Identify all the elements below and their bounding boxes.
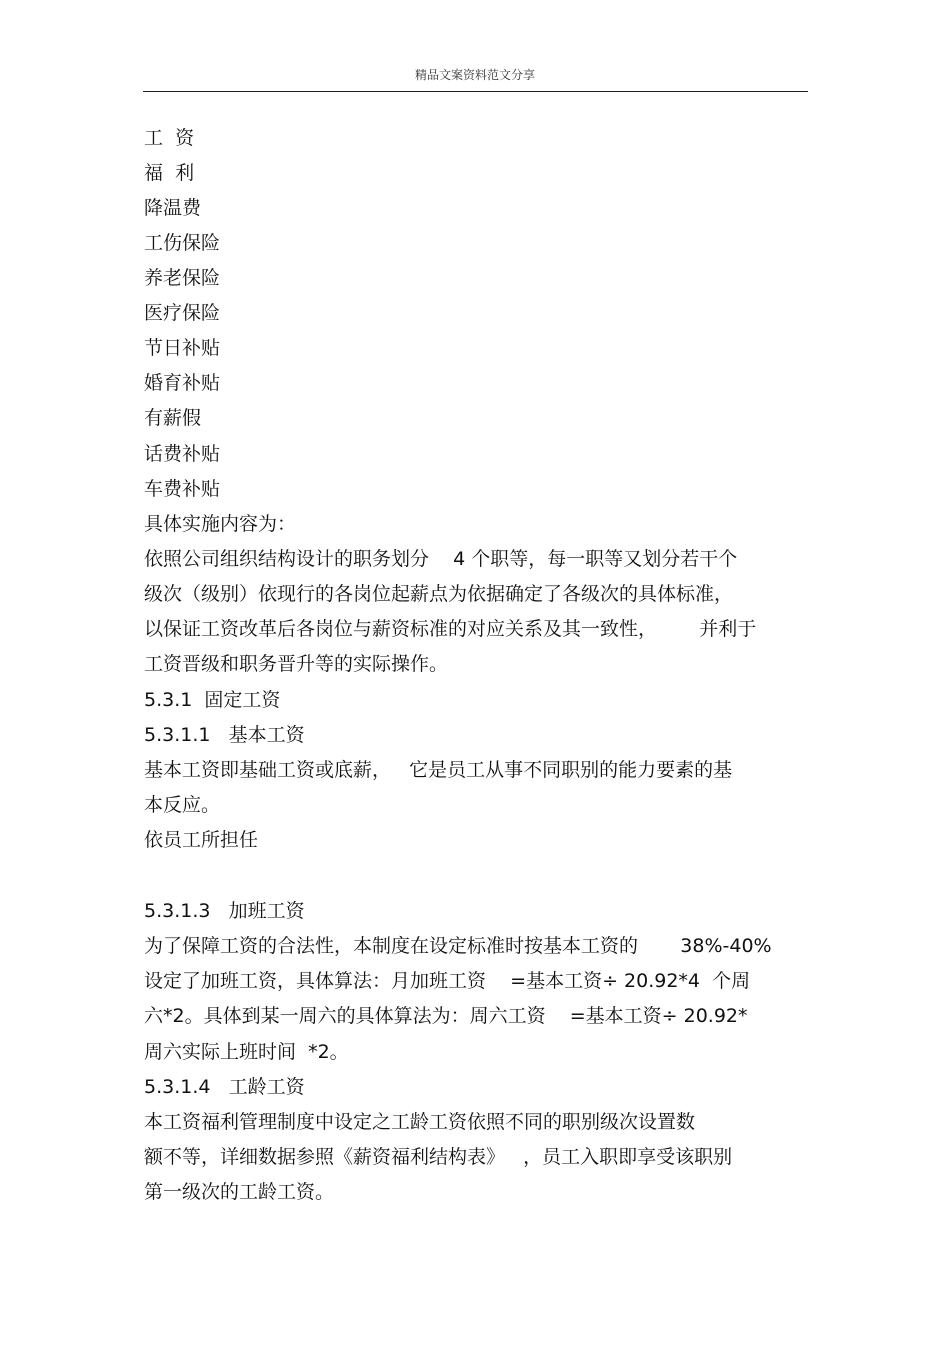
text-line: 话费补贴 (144, 443, 221, 465)
text-line: 周六实际上班时间 *2。 (144, 1041, 349, 1063)
text-line: 工伤保险 (144, 232, 221, 254)
text-line: 有薪假 (144, 407, 202, 429)
text-line: 第一级次的工龄工资。 (144, 1181, 335, 1203)
header-divider (143, 91, 808, 92)
text-line: 级次（级别）依现行的各岗位起薪点为依据确定了各级次的具体标准， (144, 583, 734, 605)
text-line: 以保证工资改革后各岗位与薪资标准的对应关系及其一致性， 并利于 (144, 618, 757, 640)
page-header: 精品文案资料范文分享 (414, 68, 535, 82)
text-line: 本反应。 (144, 794, 221, 816)
text-line: 依照公司组织结构设计的职务划分 4 个职等，每一职等又划分若干个 (144, 548, 738, 570)
text-line: 工资晋级和职务晋升等的实际操作。 (144, 653, 449, 675)
text-line: 六*2。具体到某一周六的具体算法为：周六工资 =基本工资÷ 20.92* (144, 1005, 748, 1027)
section-heading: 5.3.1.1 基本工资 (144, 724, 305, 746)
text-line: 福 利 (144, 162, 195, 184)
text-line: 工 资 (144, 127, 195, 149)
text-line: 基本工资即基础工资或底薪， 它是员工从事不同职别的能力要素的基 (144, 759, 733, 781)
text-line: 节日补贴 (144, 337, 221, 359)
text-line: 本工资福利管理制度中设定之工龄工资依照不同的职别级次设置数 (144, 1111, 696, 1133)
text-line: 设定了加班工资，具体算法：月加班工资 =基本工资÷ 20.92*4 个周 (144, 970, 751, 992)
section-heading: 5.3.1 固定工资 (144, 689, 281, 711)
text-line: 养老保险 (144, 267, 221, 289)
section-heading: 5.3.1.3 加班工资 (144, 900, 305, 922)
text-line: 车费补贴 (144, 478, 221, 500)
text-line: 医疗保险 (144, 302, 221, 324)
text-line: 降温费 (144, 197, 202, 219)
text-line: 为了保障工资的合法性，本制度在设定标准时按基本工资的 38%-40% (144, 935, 772, 957)
section-heading: 5.3.1.4 工龄工资 (144, 1076, 305, 1098)
text-line: 依员工所担任 (144, 829, 259, 851)
text-line: 婚育补贴 (144, 372, 221, 394)
text-line: 额不等，详细数据参照《薪资福利结构表》 ，员工入职即享受该职别 (144, 1146, 733, 1168)
text-line: 具体实施内容为： (144, 513, 297, 535)
